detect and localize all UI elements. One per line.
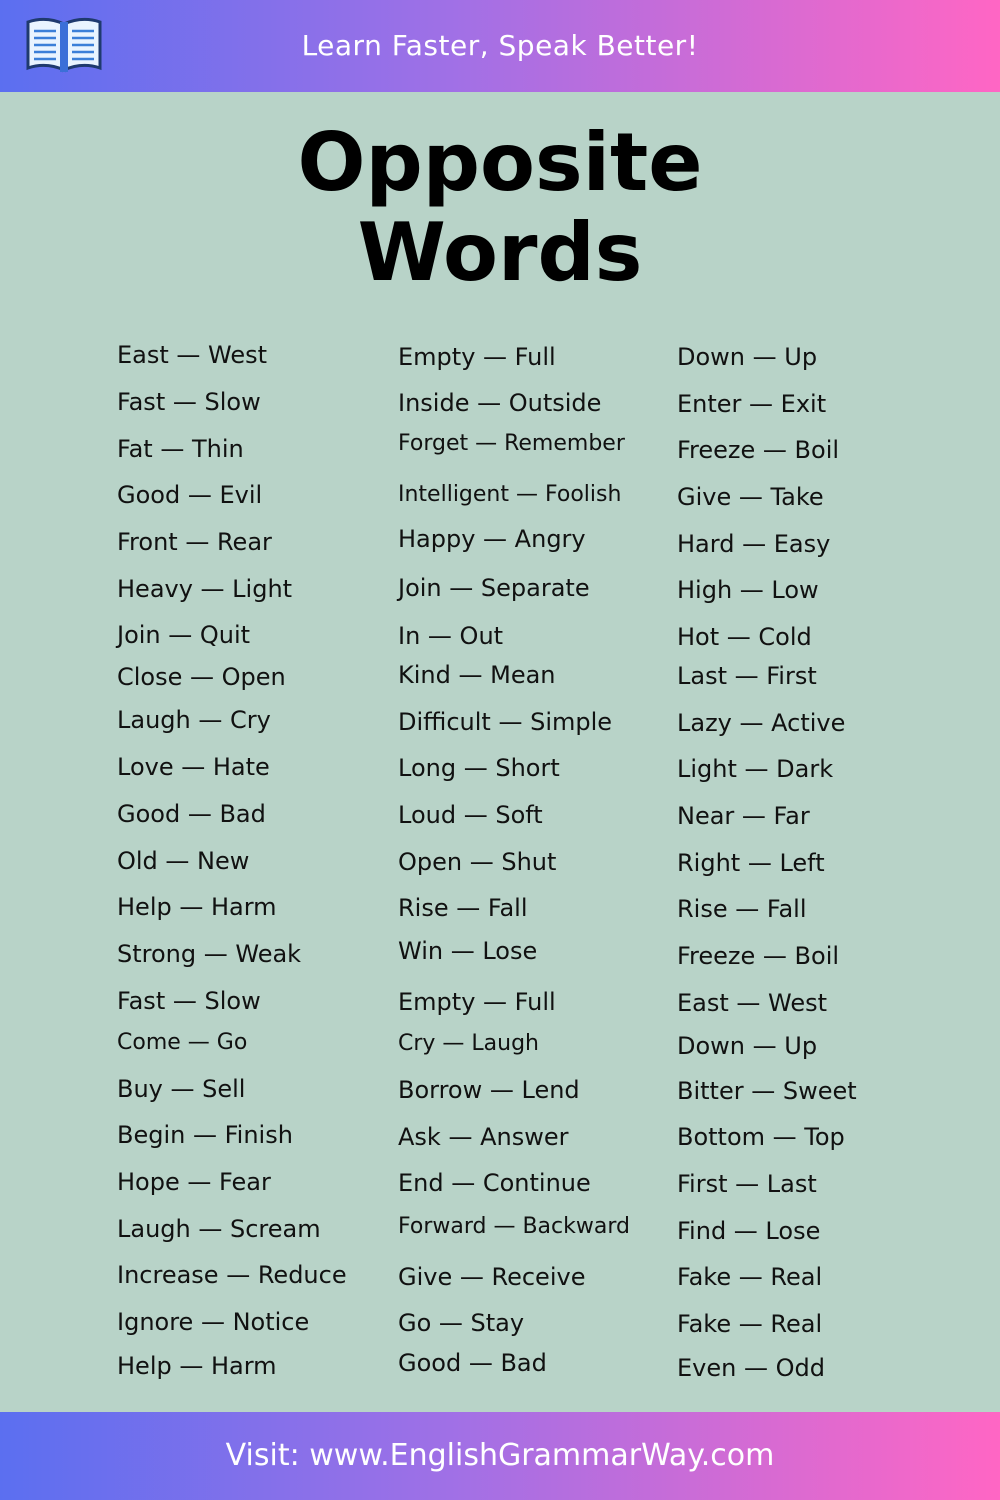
opposite-word-pair: Freeze — Boil (677, 942, 840, 970)
opposite-word-pair: Laugh — Cry (117, 706, 271, 734)
word-column-1 (117, 0, 407, 1500)
opposite-word-pair: Good — Evil (117, 481, 263, 509)
opposite-word-pair: Loud — Soft (398, 801, 543, 829)
opposite-word-pair: Forget — Remember (398, 431, 625, 456)
opposite-word-pair: Empty — Full (398, 988, 556, 1016)
opposite-word-pair: Even — Odd (677, 1354, 825, 1382)
word-column-2 (398, 0, 688, 1500)
opposite-word-pair: Cry — Laugh (398, 1031, 540, 1056)
footer-website: Visit: www.EnglishGrammarWay.com (225, 1438, 775, 1473)
opposite-word-pair: Inside — Outside (398, 389, 602, 417)
opposite-word-pair: Old — New (117, 847, 250, 875)
opposite-word-pair: Find — Lose (677, 1217, 821, 1245)
opposite-word-pair: First — Last (677, 1170, 817, 1198)
title-line-2: Words (357, 206, 643, 299)
opposite-word-pair: Last — First (677, 662, 817, 690)
opposite-word-pair: Win — Lose (398, 937, 538, 965)
opposite-word-pair: Give — Receive (398, 1263, 586, 1291)
opposite-word-pair: Begin — Finish (117, 1121, 293, 1149)
opposite-word-pair: Ignore — Notice (117, 1308, 310, 1336)
opposite-word-pair: Good — Bad (117, 800, 266, 828)
opposite-word-pair: Rise — Fall (398, 894, 528, 922)
opposite-word-pair: Fast — Slow (117, 388, 261, 416)
opposite-word-pair: Give — Take (677, 483, 824, 511)
word-column-3 (677, 0, 967, 1500)
opposite-word-pair: Difficult — Simple (398, 708, 613, 736)
opposite-word-pair: Enter — Exit (677, 390, 827, 418)
opposite-word-pair: Fat — Thin (117, 435, 244, 463)
opposite-word-pair: Down — Up (677, 1032, 818, 1060)
opposite-word-pair: Fake — Real (677, 1263, 823, 1291)
opposite-word-pair: Borrow — Lend (398, 1076, 580, 1104)
opposite-word-pair: Fake — Real (677, 1310, 823, 1338)
opposite-word-pair: Rise — Fall (677, 895, 807, 923)
opposite-word-pair: Lazy — Active (677, 709, 846, 737)
opposite-word-pair: Ask — Answer (398, 1123, 569, 1151)
opposite-word-pair: Come — Go (117, 1030, 248, 1055)
opposite-word-pair: Front — Rear (117, 528, 272, 556)
opposite-word-pair: End — Continue (398, 1169, 591, 1197)
opposite-word-pair: Happy — Angry (398, 525, 586, 553)
opposite-word-pair: Good — Bad (398, 1349, 547, 1377)
opposite-word-pair: Light — Dark (677, 755, 834, 783)
opposite-word-pair: Help — Harm (117, 1352, 277, 1380)
opposite-word-pair: Kind — Mean (398, 661, 556, 689)
opposite-word-pair: East — West (677, 989, 828, 1017)
opposite-word-pair: High — Low (677, 576, 819, 604)
opposite-word-pair: Intelligent — Foolish (398, 482, 622, 507)
opposite-word-pair: Laugh — Scream (117, 1215, 321, 1243)
opposite-word-pair: Buy — Sell (117, 1075, 246, 1103)
opposite-word-pair: Strong — Weak (117, 940, 302, 968)
tagline: Learn Faster, Speak Better! (301, 29, 699, 62)
opposite-word-pair: Close — Open (117, 663, 286, 691)
opposite-word-pair: East — West (117, 341, 268, 369)
opposite-word-pair: Increase — Reduce (117, 1261, 347, 1289)
opposite-word-pair: Empty — Full (398, 343, 556, 371)
opposite-word-pair: Hope — Fear (117, 1168, 271, 1196)
opposite-word-pair: Fast — Slow (117, 987, 261, 1015)
opposite-word-pair: Down — Up (677, 343, 818, 371)
title-line-1: Opposite (297, 116, 703, 209)
opposite-word-pair: Heavy — Light (117, 575, 293, 603)
opposite-word-pair: Right — Left (677, 849, 825, 877)
opposite-word-pair: Hard — Easy (677, 530, 831, 558)
opposite-word-pair: Bottom — Top (677, 1123, 845, 1151)
opposite-word-pair: Bitter — Sweet (677, 1077, 857, 1105)
opposite-word-pair: Go — Stay (398, 1309, 525, 1337)
opposite-word-pair: Join — Separate (398, 574, 590, 602)
opposite-word-pair: Join — Quit (117, 621, 251, 649)
opposite-word-pair: Help — Harm (117, 893, 277, 921)
opposite-word-pair: Near — Far (677, 802, 810, 830)
opposite-word-pair: Freeze — Boil (677, 436, 840, 464)
opposite-word-pair: Forward — Backward (398, 1214, 630, 1239)
opposite-word-pair: Love — Hate (117, 753, 270, 781)
footer-banner (0, 1412, 1000, 1500)
opposite-word-pair: In — Out (398, 622, 504, 650)
opposite-word-pair: Long — Short (398, 754, 560, 782)
opposite-word-pair: Hot — Cold (677, 623, 812, 651)
opposite-word-pair: Open — Shut (398, 848, 557, 876)
